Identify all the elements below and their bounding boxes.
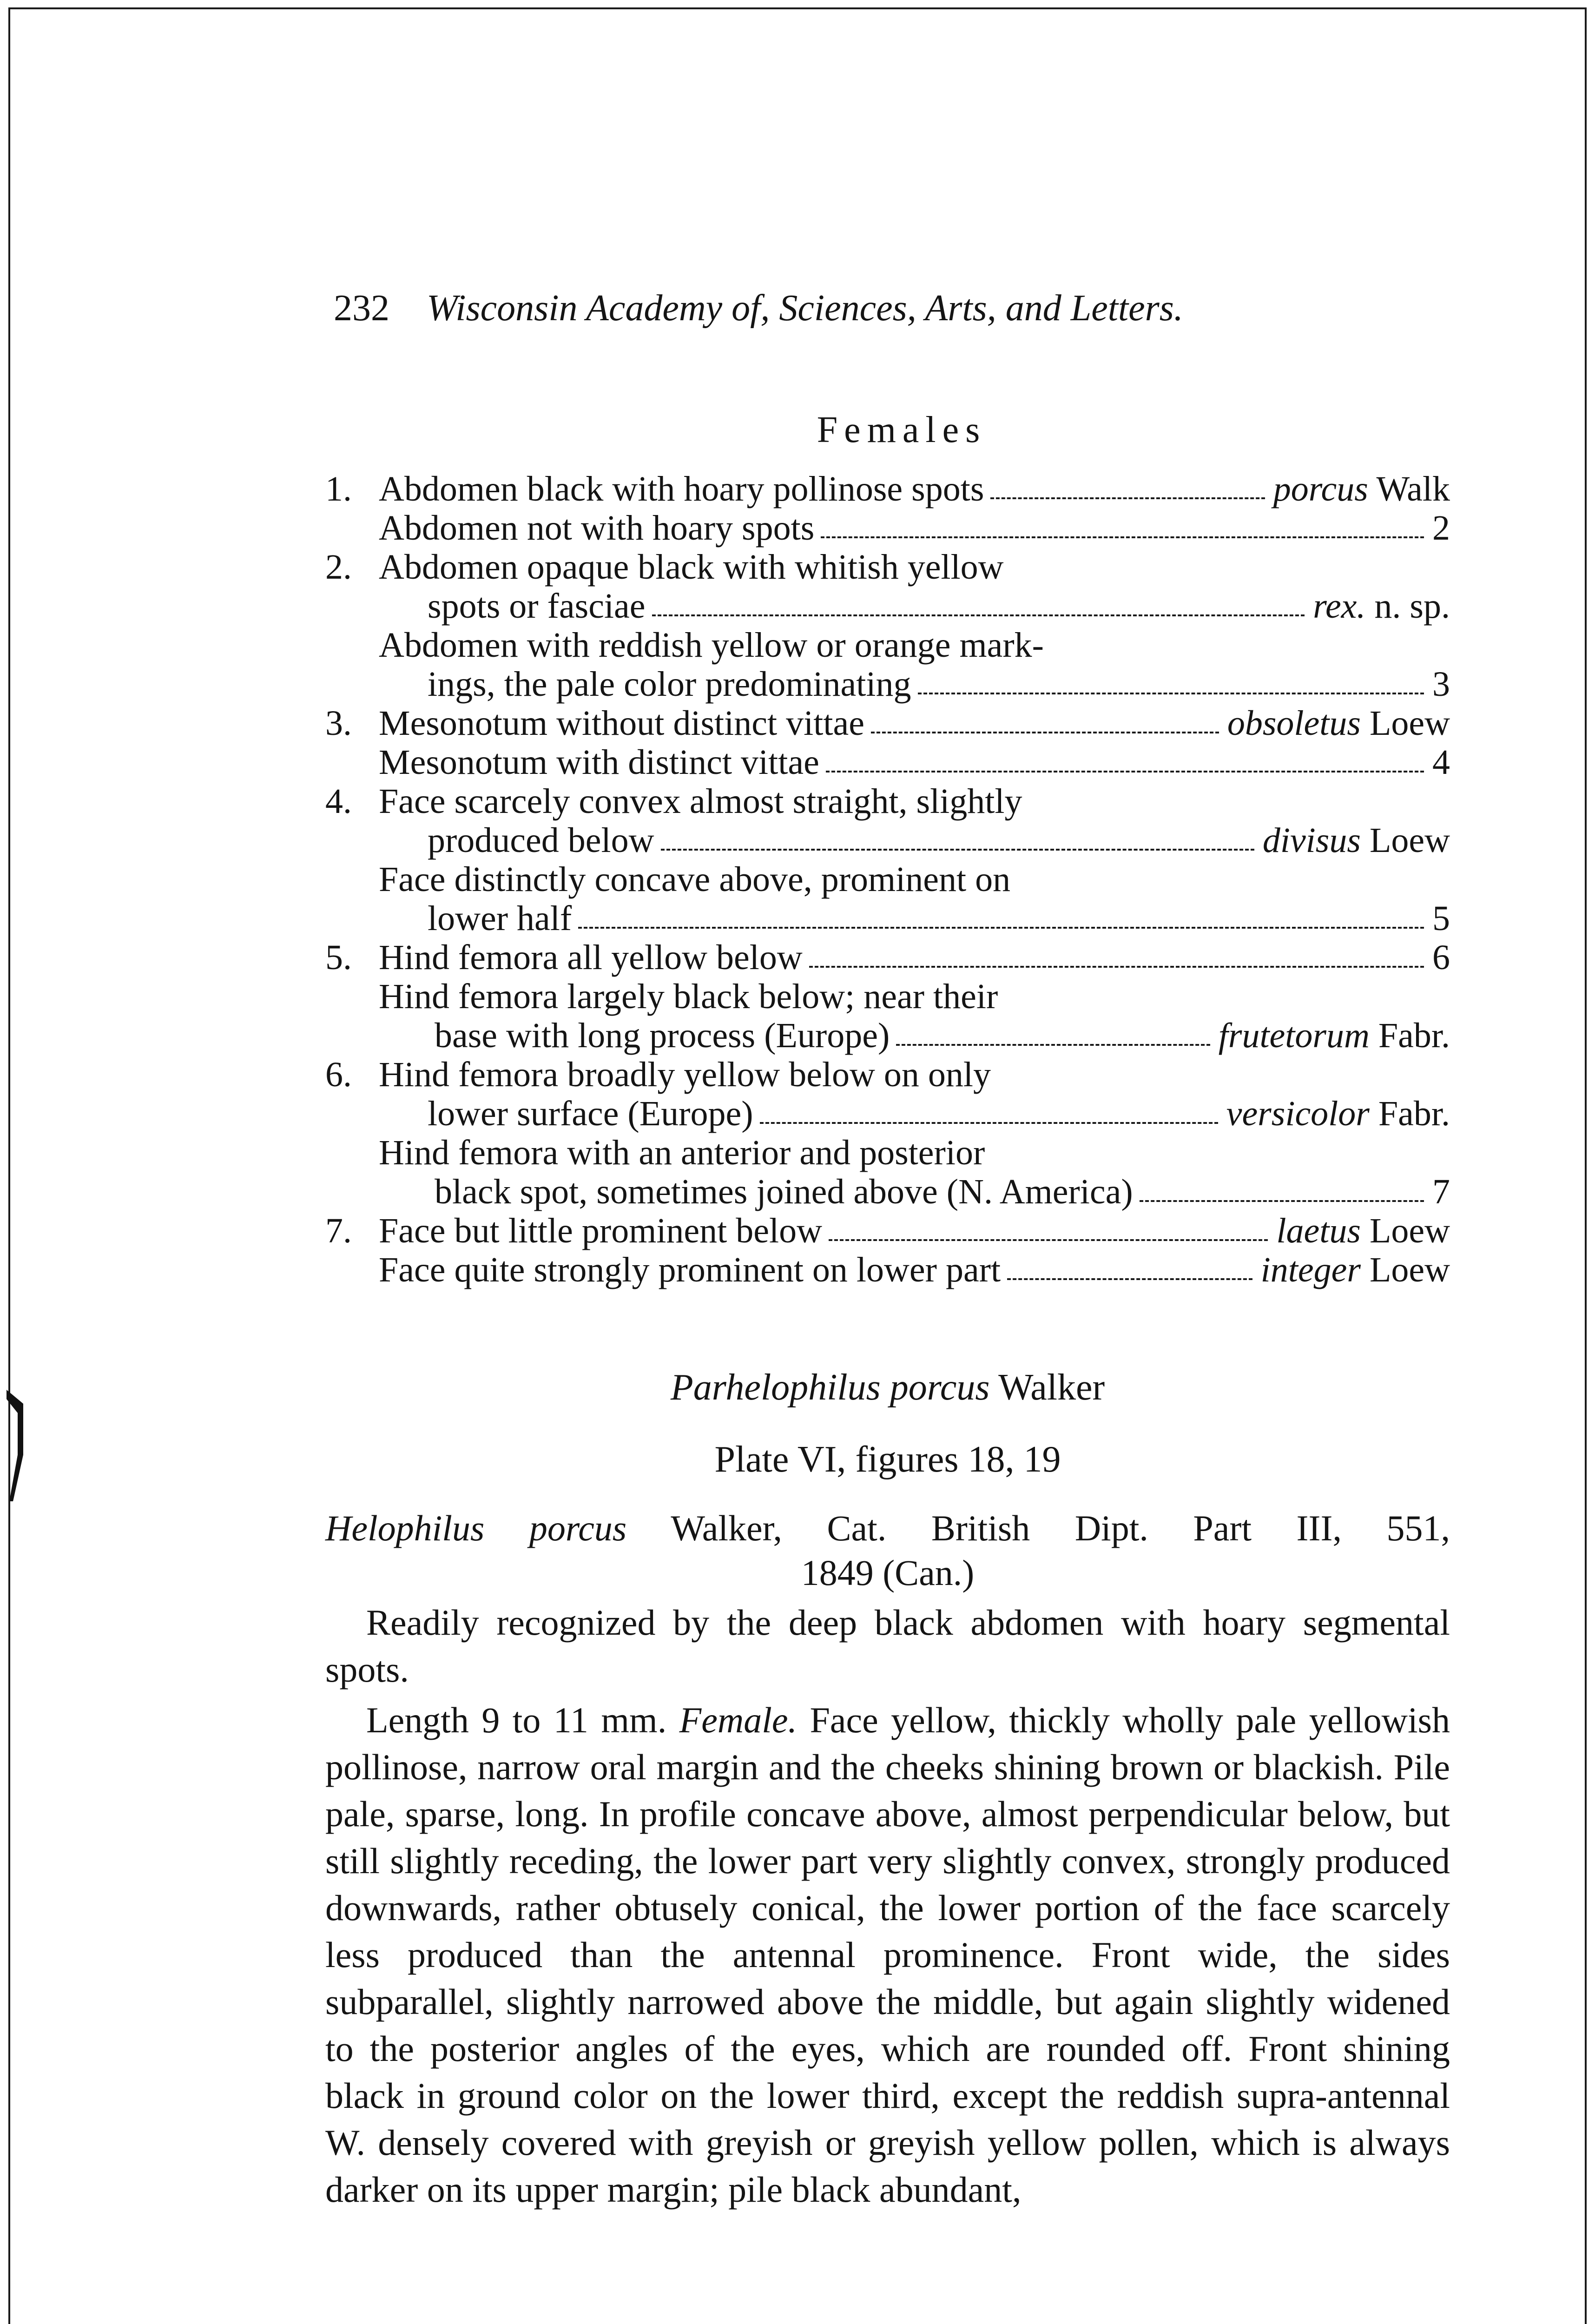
key-description: base with long process (Europe) [435, 1016, 890, 1055]
key-description: lower half [428, 899, 572, 938]
key-taxon-name: versicolor [1226, 1094, 1370, 1133]
key-description: produced below [428, 821, 654, 860]
key-taxon-author: 2 [1432, 508, 1450, 548]
margin-mark [5, 1385, 27, 1506]
key-line [325, 665, 1450, 704]
key-leader-dashes [809, 966, 1424, 968]
key-leader-dashes [652, 614, 1305, 616]
key-result [1261, 1250, 1450, 1289]
key-taxon-name: porcus [1273, 469, 1368, 508]
key-taxon-name: obsoletus [1227, 704, 1361, 743]
key-result [1263, 821, 1450, 860]
paragraph-description [325, 1697, 1450, 2213]
key-result [1226, 1094, 1450, 1133]
species-genus: Parhelophilus [670, 1367, 881, 1408]
key-taxon-author: Loew [1369, 1250, 1450, 1289]
plate-reference: Plate VI, figures 18, 19 [714, 1439, 1061, 1480]
key-taxon-author: 4 [1432, 743, 1450, 782]
key-taxon-name: rex. [1313, 587, 1366, 626]
key-description: Mesonotum with distinct vittae [379, 743, 819, 782]
key-leader-dashes [578, 927, 1424, 929]
journal-title: Wisconsin Academy of, Sciences, Arts, and Letters. [427, 288, 1183, 329]
key-line [325, 469, 1450, 508]
key-taxon-author: Walk [1376, 469, 1450, 508]
key-result [1276, 1211, 1450, 1250]
key-line [325, 1250, 1450, 1289]
key-taxon-author: Fabr. [1378, 1094, 1450, 1133]
key-description: Face distinctly concave above, prominent on [379, 860, 1011, 899]
key-leader-dashes [661, 849, 1254, 851]
description-text: Face yellow, thickly wholly pale yellowish pollinose, narrow oral margin and the cheeks shining brown or blackish. Pile pale, sparse, long. In profile concave above, almost perpendicular below, but still slightly receding, the lower part very slightly convex, strongly produced downwards, rather obtusely conical, the lower portion of the face scarcely less produced than the antennal prominence. Front wide, the sides subparallel, slightly narrowed above the middle, but again slightly widened to the posterior angles of the eyes, which are rounded off. Front shining black in ground color on the lower third, except the reddish supra-antennal W. densely covered with greyish or greyish yellow pollen, which is always darker on its upper margin; pile black abundant, [325, 1700, 1450, 2210]
key-leader-dashes [990, 497, 1265, 499]
key-couplet-number: 4. [325, 782, 352, 821]
key-taxon-name: frutetorum [1218, 1016, 1370, 1055]
key-leader-dashes [896, 1044, 1210, 1046]
key-result [1219, 1016, 1450, 1055]
key-line [325, 1211, 1450, 1250]
key-leader-dashes [829, 1239, 1268, 1241]
key-result [1432, 938, 1450, 977]
key-taxon-author: Loew [1369, 704, 1450, 743]
key-leader-dashes [871, 732, 1219, 733]
key-line [325, 548, 1450, 587]
description-body [325, 1599, 1450, 2213]
key-result [1227, 704, 1450, 743]
key-description: ings, the pale color predominating [428, 665, 911, 704]
key-description: spots or fasciae [428, 587, 646, 626]
key-taxon-name: integer [1260, 1250, 1361, 1289]
key-couplet-number: 3. [325, 704, 352, 743]
key-leader-dashes [821, 536, 1424, 538]
key-line [325, 860, 1450, 899]
synonymy [325, 1506, 1450, 1595]
key-description: Face but little prominent below [379, 1211, 823, 1250]
key-description: Hind femora all yellow below [379, 938, 803, 977]
key-leader-dashes [1007, 1278, 1252, 1280]
key-line [325, 1055, 1450, 1094]
key-leader-dashes [918, 693, 1424, 694]
key-taxon-author: 7 [1432, 1172, 1450, 1211]
key-line [325, 508, 1450, 548]
synonym-citation: Walker, Cat. British Dipt. Part III, 551, [671, 1508, 1450, 1548]
key-line [325, 587, 1450, 626]
identification-key [325, 469, 1450, 1289]
key-taxon-name: divisus [1262, 821, 1361, 860]
key-line [325, 977, 1450, 1016]
key-result [1432, 899, 1450, 938]
paragraph-recognition: Readily recognized by the deep black abdomen with hoary segmental spots. [325, 1602, 1450, 1690]
key-description: Face quite strongly prominent on lower part [379, 1250, 1001, 1289]
key-taxon-author: n. sp. [1374, 587, 1450, 626]
key-line [325, 821, 1450, 860]
key-line [325, 899, 1450, 938]
key-description: black spot, sometimes joined above (N. America) [435, 1172, 1133, 1211]
synonym-name: Helophilus porcus [325, 1508, 627, 1548]
length-lead: Length 9 to 11 mm. [366, 1700, 667, 1740]
key-taxon-author: 3 [1432, 665, 1450, 704]
key-result [1432, 665, 1450, 704]
page-number: 232 [334, 288, 389, 329]
key-line [325, 1094, 1450, 1133]
key-result [1432, 743, 1450, 782]
key-description: Mesonotum without distinct vittae [379, 704, 864, 743]
key-description: lower surface (Europe) [428, 1094, 753, 1133]
key-leader-dashes [826, 771, 1424, 772]
species-author: Walker [998, 1367, 1105, 1408]
key-result [1313, 587, 1450, 626]
key-leader-dashes [1140, 1200, 1424, 1202]
key-leader-dashes [760, 1122, 1218, 1124]
key-taxon-author: Loew [1369, 821, 1450, 860]
key-result [1273, 469, 1450, 508]
key-couplet-number: 5. [325, 938, 352, 977]
key-taxon-author: Loew [1369, 1211, 1450, 1250]
key-line [325, 743, 1450, 782]
key-description: Abdomen opaque black with whitish yellow [379, 548, 1004, 587]
key-description: Face scarcely convex almost straight, slightly [379, 782, 1022, 821]
key-heading: Females [817, 409, 987, 450]
key-description: Hind femora broadly yellow below on only [379, 1055, 991, 1094]
key-description: Hind femora largely black below; near their [379, 977, 998, 1016]
key-couplet-number: 6. [325, 1055, 352, 1094]
key-description: Abdomen with reddish yellow or orange mark- [379, 626, 1044, 665]
key-line [325, 1016, 1450, 1055]
species-title [325, 1367, 1450, 1409]
key-taxon-author: 6 [1432, 938, 1450, 977]
key-description: Abdomen not with hoary spots [379, 508, 815, 548]
key-taxon-name: laetus [1276, 1211, 1361, 1250]
key-couplet-number: 1. [325, 469, 352, 508]
key-line [325, 704, 1450, 743]
key-result [1432, 508, 1450, 548]
key-result [1432, 1172, 1450, 1211]
key-description: Abdomen black with hoary pollinose spots [379, 469, 984, 508]
key-couplet-number: 7. [325, 1211, 352, 1250]
species-epithet: porcus [890, 1367, 990, 1408]
key-couplet-number: 2. [325, 548, 352, 587]
key-line [325, 782, 1450, 821]
key-line [325, 938, 1450, 977]
running-header [334, 287, 1449, 338]
key-line [325, 1133, 1450, 1172]
synonym-citation-year: 1849 (Can.) [801, 1552, 975, 1593]
key-line [325, 1172, 1450, 1211]
key-line [325, 626, 1450, 665]
key-taxon-author: Fabr. [1378, 1016, 1450, 1055]
sex-label: Female. [679, 1700, 798, 1740]
key-taxon-author: 5 [1432, 899, 1450, 938]
key-description: Hind femora with an anterior and posterior [379, 1133, 985, 1172]
